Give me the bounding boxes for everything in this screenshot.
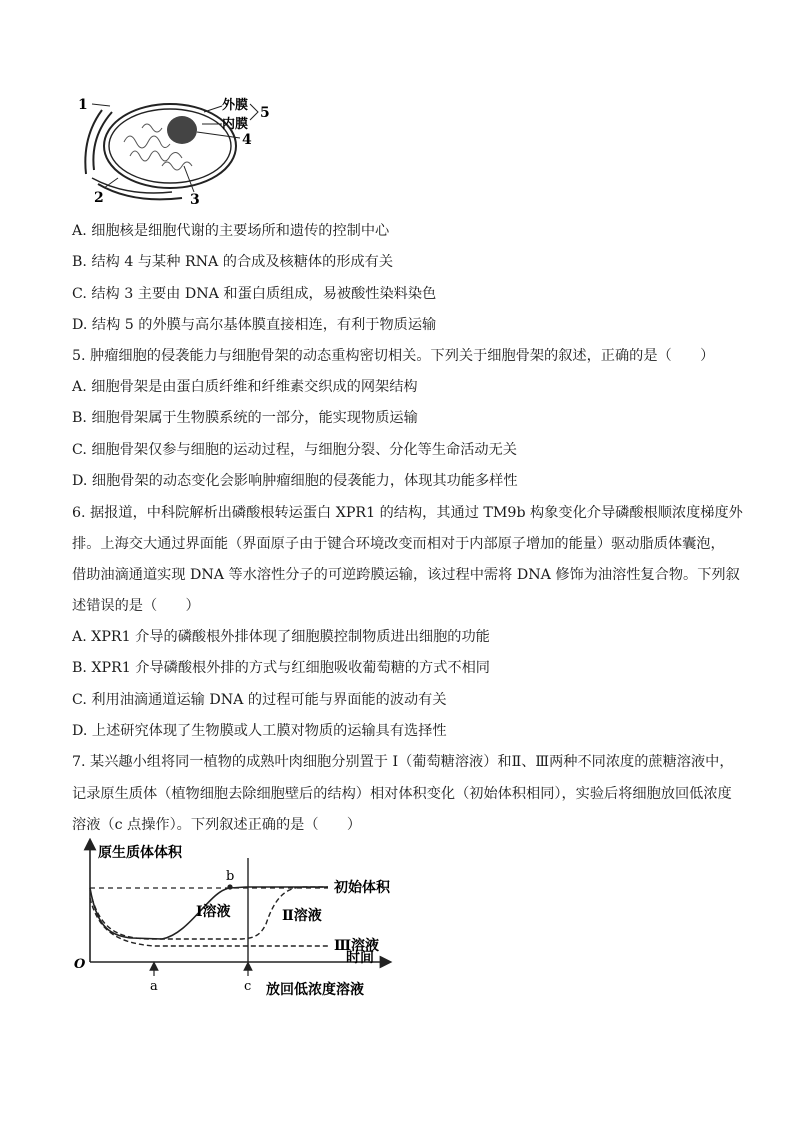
q6-option-c: C. 利用油滴通道运输 DNA 的过程可能与界面能的波动有关 <box>72 692 447 708</box>
q5-option-b: B. 细胞骨架属于生物膜系统的一部分，能实现物质运输 <box>72 410 418 426</box>
label-1: 1 <box>78 97 88 113</box>
point-b-label: b <box>226 869 235 884</box>
solution-2-label: Ⅱ溶液 <box>282 908 322 924</box>
bracket <box>250 104 258 120</box>
q6-stem-line-1: 6. 据报道，中科院解析出磷酸根转运蛋白 XPR1 的结构，其通过 TM9b 构象变化介导磷酸根顺浓度梯度外 <box>72 505 743 521</box>
nucleus-diagram <box>72 92 272 208</box>
nuclear-outer-membrane <box>104 104 236 188</box>
x-axis-label: 时间 <box>346 950 374 966</box>
label-2: 2 <box>94 190 104 206</box>
y-axis-label: 原生质体体积 <box>98 845 182 861</box>
q5-option-d: D. 细胞骨架的动态变化会影响肿瘤细胞的侵袭能力，体现其功能多样性 <box>72 473 518 489</box>
protoplast-volume-graph <box>70 838 420 998</box>
q7-stem-line-3: 溶液（c 点操作）。下列叙述正确的是（ ） <box>72 817 362 833</box>
q6-stem-line-4: 述错误的是（ ） <box>72 598 200 614</box>
q6-stem-line-3: 借助油滴通道实现 DNA 等水溶性分子的可逆跨膜运输，该过程中需将 DNA 修饰为油溶性复合物。下列叙 <box>72 567 740 583</box>
q4-option-d: D. 结构 5 的外膜与高尔基体膜直接相连，有利于物质运输 <box>72 317 437 333</box>
q6-option-a: A. XPR1 介导的磷酸根外排体现了细胞膜控制物质进出细胞的功能 <box>72 629 490 645</box>
q4-option-b: B. 结构 4 与某种 RNA 的合成及核糖体的形成有关 <box>72 254 394 270</box>
q4-option-c: C. 结构 3 主要由 DNA 和蛋白质组成，易被酸性染料染色 <box>72 286 437 302</box>
q7-stem-line-2: 记录原生质体（植物细胞去除细胞壁后的结构）相对体积变化（初始体积相同），实验后将细胞放回低浓度 <box>72 786 732 802</box>
label-3: 3 <box>190 192 200 208</box>
point-b <box>227 884 232 889</box>
q5-option-a: A. 细胞骨架是由蛋白质纤维和纤维素交织成的网架结构 <box>72 379 418 395</box>
q6-option-b: B. XPR1 介导磷酸根外排的方式与红细胞吸收葡萄糖的方式不相同 <box>72 660 490 676</box>
nucleolus <box>167 116 197 144</box>
leader-3 <box>184 166 194 192</box>
solution-1-label: Ⅰ溶液 <box>196 904 231 920</box>
solution-3-label: Ⅲ溶液 <box>334 938 380 954</box>
label-5: 5 <box>260 105 270 121</box>
label-inner-membrane: 内膜 <box>222 117 249 132</box>
q6-stem-line-2: 排。上海交大通过界面能（界面原子由于键合环境改变而相对于内部原子增加的能量）驱动脂质体囊泡， <box>72 536 725 552</box>
return-low-concentration-label: 放回低浓度溶液 <box>266 982 364 998</box>
point-c-label: c <box>244 979 252 994</box>
point-a-label: a <box>150 979 158 994</box>
initial-volume-label: 初始体积 <box>334 880 390 896</box>
nuclear-inner-membrane <box>109 109 231 183</box>
q4-option-a: A. 细胞核是细胞代谢的主要场所和遗传的控制中心 <box>72 223 390 239</box>
q7-stem-line-1: 7. 某兴趣小组将同一植物的成熟叶肉细胞分别置于 Ⅰ（葡萄糖溶液）和Ⅱ、Ⅲ两种不同浓度的蔗糖溶液中， <box>72 754 734 770</box>
q6-option-d: D. 上述研究体现了生物膜或人工膜对物质的运输具有选择性 <box>72 723 447 739</box>
q5-stem: 5. 肿瘤细胞的侵袭能力与细胞骨架的动态重构密切相关。下列关于细胞骨架的叙述，正确的是（ ） <box>72 348 715 364</box>
origin-label: O <box>74 957 86 972</box>
leader-outer <box>204 106 222 112</box>
leader-1 <box>92 104 110 106</box>
q5-option-c: C. 细胞骨架仅参与细胞的运动过程，与细胞分裂、分化等生命活动无关 <box>72 442 517 458</box>
label-outer-membrane: 外膜 <box>222 98 249 113</box>
label-4: 4 <box>242 132 252 148</box>
